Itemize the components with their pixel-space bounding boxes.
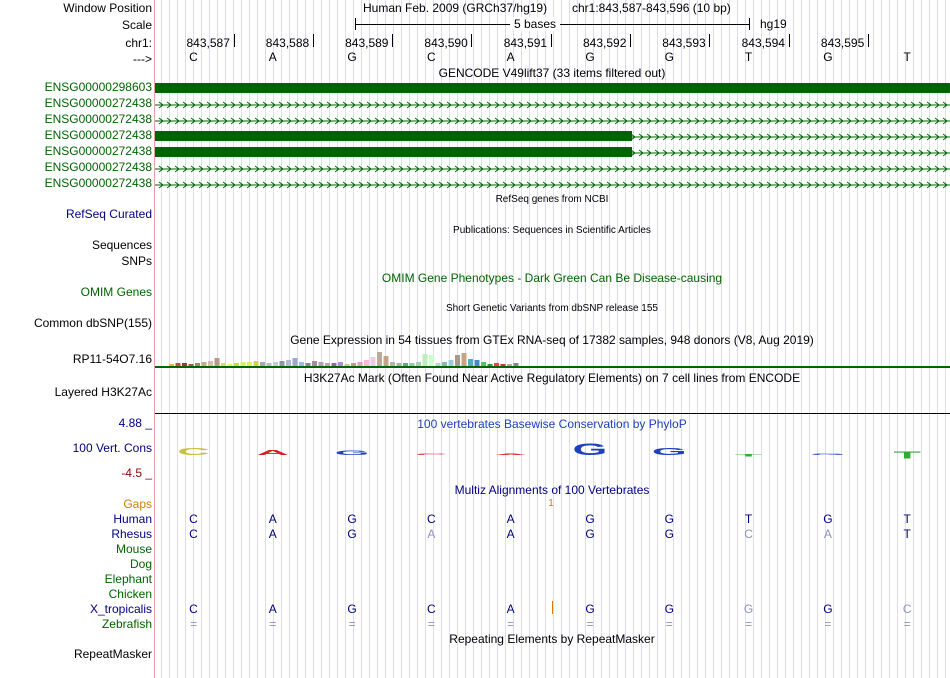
alignment-base: = xyxy=(824,617,832,631)
ruler-tick xyxy=(789,34,790,47)
alignment-base: = xyxy=(348,617,356,631)
alignment-base: T xyxy=(744,512,753,526)
gene-feature[interactable] xyxy=(155,131,950,141)
phylop-title: 100 vertebrates Basewise Conservation by PhyloP xyxy=(417,417,687,431)
alignment-base: G xyxy=(664,527,674,541)
alignment-base: G xyxy=(585,527,595,541)
h3k27ac-title: H3K27Ac Mark (Often Found Near Active Regulatory Elements) on 7 cell lines from ENCODE xyxy=(303,371,801,385)
phylop-base-score[interactable]: T xyxy=(734,452,763,458)
phylop-base-score[interactable]: G xyxy=(334,449,370,457)
phylop-base-score[interactable]: C xyxy=(177,445,210,458)
alignment-base: G xyxy=(585,602,595,616)
species-label[interactable]: X_tropicalis xyxy=(89,602,152,616)
multiz-title: Multiz Alignments of 100 Vertebrates xyxy=(454,483,650,497)
phylop-base-score[interactable]: A xyxy=(494,453,527,456)
label-refseq[interactable]: RefSeq Curated xyxy=(65,207,152,221)
h3k27ac-baseline xyxy=(155,413,950,414)
alignment-base: A xyxy=(506,602,515,616)
gene-feature[interactable] xyxy=(155,163,950,173)
alignment-base: G xyxy=(743,602,754,616)
alignment-base: G xyxy=(823,602,833,616)
label-h3k27ac[interactable]: Layered H3K27Ac xyxy=(54,385,152,399)
gene-label[interactable]: ENSG00000298603 xyxy=(44,80,152,94)
gtex-tissue-bar[interactable] xyxy=(423,354,428,366)
dna-base: T xyxy=(744,50,753,64)
position-readout: chr1:843,587-843,596 (10 bp) xyxy=(572,1,731,15)
alignment-base: = xyxy=(586,617,594,631)
alignment-base: G xyxy=(823,512,833,526)
label-dbsnp[interactable]: Common dbSNP(155) xyxy=(33,316,152,330)
alignment-base: C xyxy=(427,512,436,526)
label-repeatmasker[interactable]: RepeatMasker xyxy=(73,647,152,661)
alignment-base: G xyxy=(347,527,357,541)
alignment-base: G xyxy=(347,512,357,526)
gtex-tissue-bar[interactable] xyxy=(429,355,434,366)
gene-label[interactable]: ENSG00000272438 xyxy=(44,144,152,158)
alignment-base: T xyxy=(903,527,911,541)
ruler-tick xyxy=(471,34,472,47)
gene-feature[interactable] xyxy=(155,83,950,93)
label-phylop-min: -4.5 _ xyxy=(121,466,152,480)
dna-base: C xyxy=(189,50,198,64)
label-strand: ---> xyxy=(133,52,152,66)
alignment-base: C xyxy=(189,512,198,526)
alignment-base: G xyxy=(664,512,674,526)
dbsnp-title: Short Genetic Variants from dbSNP release 155 xyxy=(446,303,658,314)
alignment-base: A xyxy=(268,602,277,616)
label-phylop[interactable]: 100 Vert. Cons xyxy=(72,441,152,455)
label-sequences[interactable]: Sequences xyxy=(91,238,152,252)
dna-base: T xyxy=(903,50,911,64)
phylop-base-score[interactable]: G xyxy=(572,440,608,459)
scale-db: hg19 xyxy=(760,17,787,31)
gene-feature[interactable] xyxy=(155,99,950,109)
alignment-base: C xyxy=(189,602,198,616)
ruler-tick xyxy=(551,34,552,47)
alignment-base: G xyxy=(347,602,357,616)
track-data-area[interactable] xyxy=(155,0,950,678)
gene-label[interactable]: ENSG00000272438 xyxy=(44,128,152,142)
phylop-base-score[interactable]: C xyxy=(415,453,448,456)
gtex-tissue-bar[interactable] xyxy=(377,352,382,366)
alignment-base: A xyxy=(427,527,436,541)
label-snps[interactable]: SNPs xyxy=(121,254,152,268)
alignment-base: C xyxy=(189,527,198,541)
alignment-base: = xyxy=(665,617,673,631)
dna-base: A xyxy=(268,50,277,64)
label-gaps[interactable]: Gaps xyxy=(123,497,152,511)
species-label[interactable]: Zebrafish xyxy=(101,617,152,631)
species-label[interactable]: Elephant xyxy=(104,572,152,586)
species-label[interactable]: Mouse xyxy=(115,542,152,556)
dna-base: G xyxy=(347,50,357,64)
gene-feature[interactable] xyxy=(155,147,950,157)
alignment-base: = xyxy=(189,617,198,631)
species-label[interactable]: Rhesus xyxy=(111,527,152,541)
alignment-base: = xyxy=(507,617,515,631)
ruler-tick xyxy=(868,34,869,47)
alignment-base: = xyxy=(269,617,277,631)
label-chrom: chr1: xyxy=(125,36,152,50)
coordinate-label: 843,591 xyxy=(503,36,548,50)
dna-base: G xyxy=(823,50,833,64)
dna-base: G xyxy=(664,50,674,64)
gene-feature[interactable] xyxy=(155,115,950,125)
gene-label[interactable]: ENSG00000272438 xyxy=(44,160,152,174)
coordinate-label: 843,589 xyxy=(345,36,389,50)
omim-title: OMIM Gene Phenotypes - Dark Green Can Be Disease-causing xyxy=(381,271,723,285)
alignment-base: G xyxy=(664,602,674,616)
dna-base: C xyxy=(427,50,436,64)
insertion-marker xyxy=(552,601,553,614)
gene-label[interactable]: ENSG00000272438 xyxy=(44,112,152,126)
label-scale: Scale xyxy=(121,18,152,32)
gtex-tissue-bar[interactable] xyxy=(455,355,460,366)
alignment-base: C xyxy=(427,602,436,616)
ruler-tick xyxy=(630,34,631,47)
gaps-value: 1 xyxy=(548,498,554,509)
coordinate-label: 843,587 xyxy=(186,36,230,50)
scale-label: 5 bases xyxy=(510,17,560,31)
gtex-tissue-bar[interactable] xyxy=(293,358,298,366)
repeatmasker-title: Repeating Elements by RepeatMasker xyxy=(449,632,655,646)
alignment-base: A xyxy=(823,527,832,541)
label-phylop-max: 4.88 _ xyxy=(118,416,152,430)
ruler-tick xyxy=(234,34,235,47)
refseq-title: RefSeq genes from NCBI xyxy=(495,194,609,205)
coordinate-label: 843,595 xyxy=(820,36,865,50)
phylop-base-score[interactable]: G xyxy=(810,453,846,456)
alignment-base: = xyxy=(903,617,911,631)
coordinate-label: 843,594 xyxy=(741,36,785,50)
gtex-tissue-bar[interactable] xyxy=(462,353,467,366)
dna-base: G xyxy=(585,50,595,64)
gtex-baseline xyxy=(155,366,950,368)
alignment-base: = xyxy=(427,617,435,631)
coordinate-label: 843,590 xyxy=(424,36,468,50)
label-omim[interactable]: OMIM Genes xyxy=(80,285,152,299)
gene-label[interactable]: ENSG00000272438 xyxy=(44,96,152,110)
alignment-base: T xyxy=(903,512,911,526)
assembly-title: Human Feb. 2009 (GRCh37/hg19) xyxy=(363,1,548,15)
gtex-title: Gene Expression in 54 tissues from GTEx RNA-seq of 17382 samples, 948 donors (V8, Aug 2019) xyxy=(290,333,814,347)
gtex-tissue-bar[interactable] xyxy=(384,356,389,366)
species-label[interactable]: Chicken xyxy=(108,587,152,601)
phylop-base-score[interactable]: T xyxy=(893,449,921,461)
phylop-track[interactable] xyxy=(155,430,950,480)
phylop-base-score[interactable]: G xyxy=(651,445,687,458)
gtex-tissue-bar[interactable] xyxy=(215,358,220,366)
gtex-tissue-bar[interactable] xyxy=(371,357,376,366)
alignment-base: C xyxy=(744,527,753,541)
gene-feature[interactable] xyxy=(155,179,950,189)
label-window-position: Window Position xyxy=(63,1,152,15)
coordinate-label: 843,593 xyxy=(662,36,706,50)
alignment-base: G xyxy=(585,512,595,526)
ruler-tick xyxy=(313,34,314,47)
alignment-base: A xyxy=(268,527,277,541)
gencode-title: GENCODE V49lift37 (33 items filtered out) xyxy=(438,66,666,80)
alignment-base: = xyxy=(745,617,753,631)
coordinate-label: 843,588 xyxy=(265,36,310,50)
species-label[interactable]: Dog xyxy=(129,557,152,571)
ruler-tick xyxy=(392,34,393,47)
ruler-tick xyxy=(709,34,710,47)
alignment-base: A xyxy=(268,512,277,526)
alignment-base: C xyxy=(902,602,912,616)
gene-label[interactable]: ENSG00000272438 xyxy=(44,176,152,190)
label-gtex-gene[interactable]: RP11-54O7.16 xyxy=(72,352,152,366)
coordinate-label: 843,592 xyxy=(583,36,627,50)
gtex-bars[interactable] xyxy=(155,340,950,368)
gtex-tissue-bar[interactable] xyxy=(468,359,473,366)
alignment-base: A xyxy=(506,527,515,541)
species-label[interactable]: Human xyxy=(113,512,152,526)
scale-bar xyxy=(355,18,750,32)
publications-title: Publications: Sequences in Scientific Articles xyxy=(453,225,651,236)
phylop-base-score[interactable]: A xyxy=(256,448,289,457)
track-labels-panel xyxy=(0,0,154,678)
alignment-base: A xyxy=(506,512,515,526)
dna-base: A xyxy=(506,50,515,64)
